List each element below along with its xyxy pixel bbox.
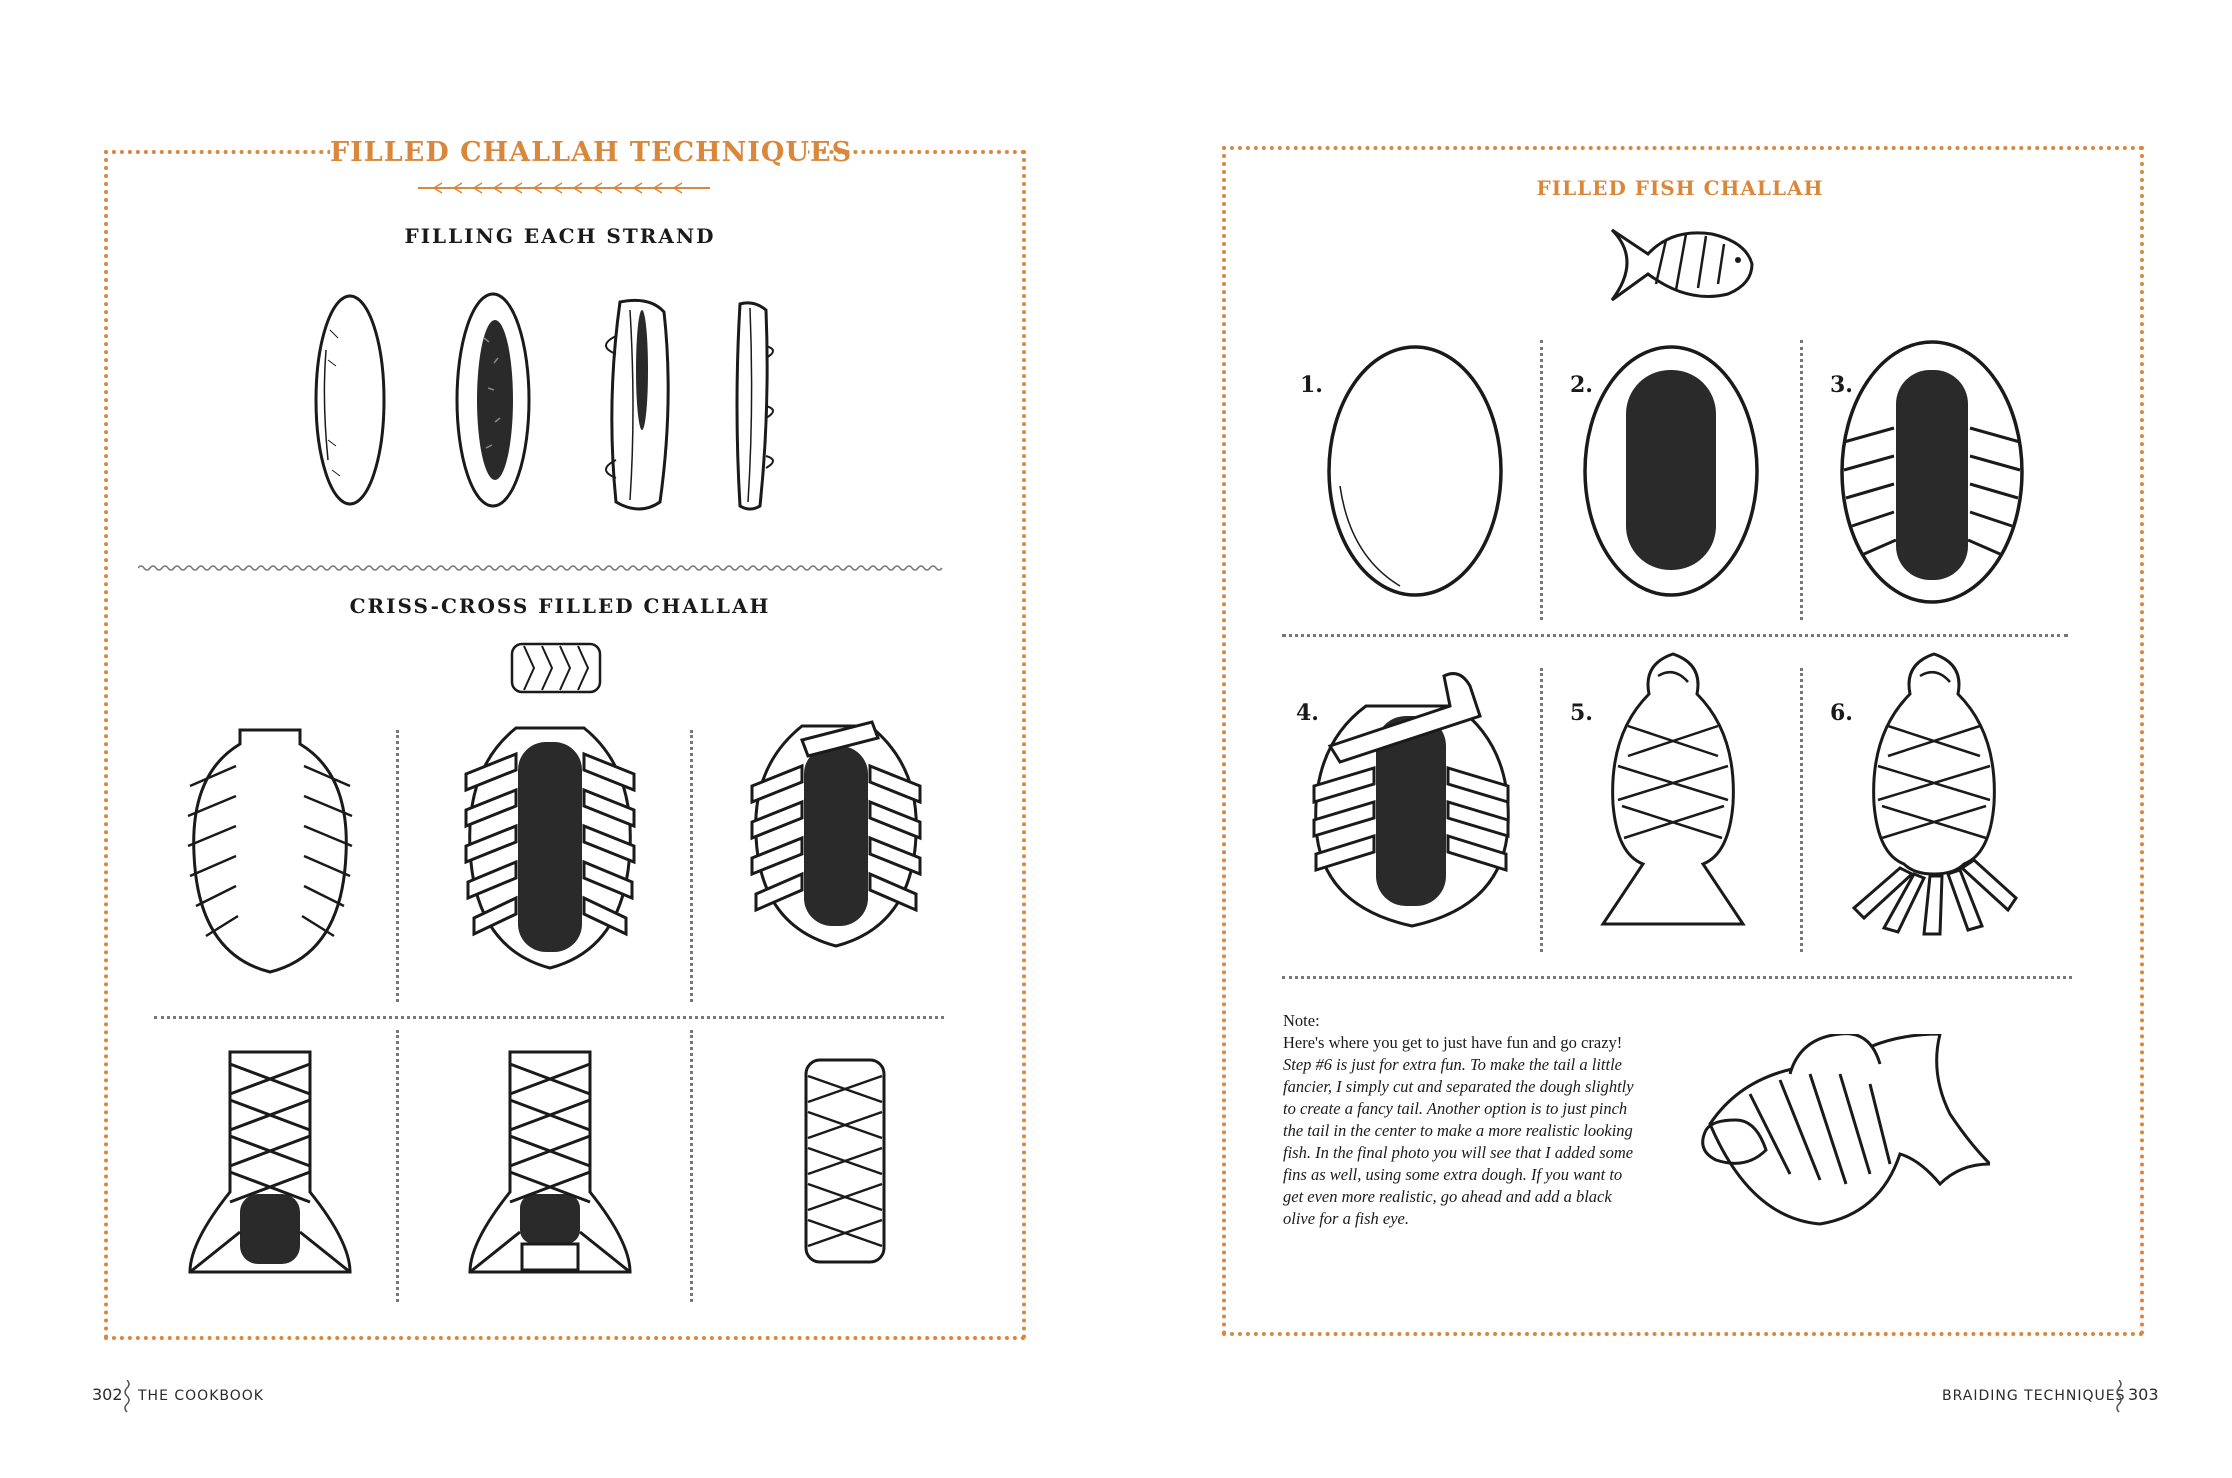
folio-squiggle [122, 1380, 132, 1414]
page-title: FILLED CHALLAH TECHNIQUES [330, 134, 808, 172]
criss-cross-finished-loaf-illustration [800, 1056, 890, 1266]
criss-cross-step-first-fold-illustration [746, 716, 926, 952]
running-head-left: THE COOKBOOK [138, 1388, 264, 1404]
step-number: 5. [1570, 700, 1593, 726]
criss-cross-step-braided-illustration [180, 1044, 360, 1294]
criss-cross-heading: CRISS-CROSS FILLED CHALLAH [349, 594, 771, 618]
strand-folding-illustration [580, 290, 700, 520]
grid-divider [1540, 340, 1543, 620]
criss-cross-step-cut-illustration [180, 726, 360, 976]
step-number: 4. [1296, 700, 1319, 726]
step-number: 2. [1570, 372, 1593, 398]
grid-divider [1282, 634, 2068, 637]
step-number: 1. [1300, 372, 1323, 398]
strand-sealed-illustration [722, 296, 792, 516]
grid-divider [690, 730, 693, 1002]
grid-divider [690, 1030, 693, 1302]
grid-divider [1800, 668, 1803, 952]
page-number-right: 303 [2128, 1385, 2159, 1404]
step-number: 6. [1830, 700, 1853, 726]
decorated-fish-illustration [1690, 1034, 1990, 1240]
fish-step-5-braided-illustration [1588, 646, 1758, 936]
strand-plain-illustration [300, 290, 400, 510]
fish-step-2-filled-illustration [1576, 336, 1766, 606]
note-block [1283, 1010, 1643, 1230]
filling-each-strand-heading: FILLING EACH STRAND [404, 224, 716, 248]
fish-step-3-cut-illustration [1834, 332, 2030, 612]
braided-loaf-icon [508, 640, 604, 696]
note-label: Note: [1283, 1011, 1320, 1030]
grid-divider [1800, 340, 1803, 620]
wheat-divider-ornament [414, 180, 714, 196]
grid-divider [396, 730, 399, 1002]
criss-cross-step-filled-illustration [460, 724, 640, 974]
grid-divider [1282, 976, 2072, 979]
note-line: Here's where you get to just have fun and go crazy! [1283, 1033, 1623, 1052]
running-head-right: BRAIDING TECHNIQUES [1942, 1388, 2126, 1404]
section-divider [138, 558, 992, 577]
strand-filled-illustration [438, 288, 548, 512]
criss-cross-step-tail-illustration [460, 1044, 640, 1294]
page-number-left: 302 [92, 1385, 123, 1404]
step-number: 3. [1830, 372, 1853, 398]
fish-challah-title: FILLED FISH CHALLAH [1536, 176, 1824, 200]
fish-icon [1606, 220, 1756, 306]
grid-divider [154, 1016, 944, 1019]
note-body: Step #6 is just for extra fun. To make the tail a little fancier, I simply cut and separated the dough slightly to create a fancy tail. Another option is to just pinch the tail in the center to make a more realistic looking fish. In the final photo you will see that I added some fins as well, using some extra dough. If you want to get even more realistic, go ahead and add a black olive for a fish eye. [1283, 1055, 1634, 1228]
folio-squiggle [2114, 1380, 2124, 1414]
grid-divider [396, 1030, 399, 1302]
fish-step-4-first-fold-illustration [1306, 666, 1516, 936]
fish-step-6-fancy-tail-illustration [1844, 646, 2024, 936]
grid-divider [1540, 668, 1543, 952]
fish-step-1-dough-illustration [1320, 336, 1510, 606]
